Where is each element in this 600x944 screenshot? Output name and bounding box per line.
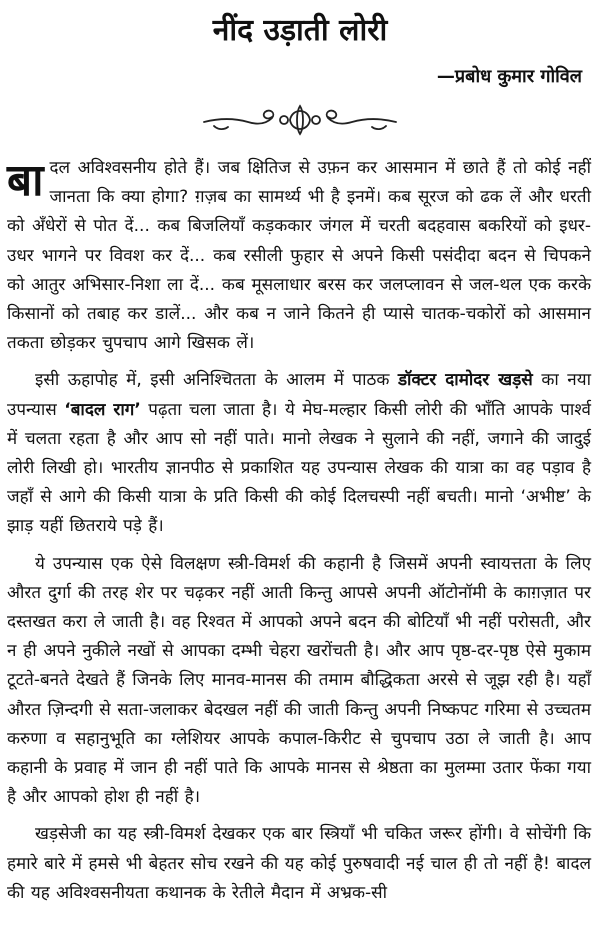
p2-text-e: पढ़ता चला जाता है। ये मेघ-मल्हार किसी लोरी की भाँति आपके पार्श्व में चलता रहता है और आप सो नहीं पाते। मानो लेखक ने सुलाने की नहीं, जगाने की जादुई लोरी लिखी हो। भारतीय ज्ञानपीठ से प्रकाशित यह उपन्यास लेखक की यात्रा का वह पड़ाव है जहाँ से आगे की किसी यात्रा के प्रति किसी की कोई दिलचस्पी नहीं बचती। मानो ‘अभीष्ट’ के झाड़ यहीं छितराये पड़े हैं। — [7, 399, 591, 537]
paragraph-2 — [7, 366, 591, 541]
drop-cap: बा — [7, 155, 44, 206]
p2-text-c: का नया उपन्यास — [7, 370, 592, 420]
paragraph-1-text: दल अविश्वसनीय होते हैं। जब क्षितिज से उफ़न कर आसमान में छाते हैं तो कोई नहीं जानता कि क्या होगा? ग़ज़ब का सामर्थ्य भी है इनमें। कब सूरज को ढक लें और धरती को अँधेरों से पोत दें... कब बिजलियाँ कड़ककार जंगल में चरती बदहवास बकरियों को इधर-उधर भागने पर विवश कर दें... कब रसीली फुहार से अपने किसी पसंदीदा बदन से चिपकने को आतुर अभिसार-निशा ला दें... कब मूसलाधार बरस कर जलप्लावन से जल-थल एक करके किसानों को तबाह कर डालें... और कब न जाने कितने ही प्यासे चातक-चकोरों को आसमान तकता छोड़कर चुपचाप आगे खिसक लें। — [7, 158, 591, 354]
p2-text-a: इसी ऊहापोह में, इसी अनिश्चितता के आलम में पाठक — [35, 370, 398, 391]
novel-title: ‘बादल राग’ — [64, 399, 141, 420]
flourish-icon — [200, 100, 400, 140]
paragraph-3: ये उपन्यास एक ऐसे विलक्षण स्त्री-विमर्श की कहानी है जिसमें अपनी स्वायत्तता के लिए औरत दुर्गा की तरह शेर पर चढ़कर नहीं आती किन्तु आपसे अपनी ऑटोनॉमी के काग़ज़ात पर दस्तखत करा ले जाती है। वह रिश्वत में आपको अपने बदन की बोटियाँ भी नहीं परोसती, और न ही अपने नुकीले नखों से आपका दम्भी चेहरा खरोंचती है। और आप पृष्ठ-दर-पृष्ठ ऐसे मुकाम टूटते-बनते देखते हैं जिनके लिए मानव-मानस की तमाम बौद्धिकता अरसे से जूझ रही है। यहाँ औरत ज़िन्दगी से सता-जलाकर बेदखल नहीं की जाती किन्तु अपनी निष्कपट गरिमा से उच्चतम करुणा व सहानुभूति का ग्लेशियर आपके कपाल-किरीट से चुपचाप उठा ले जाती है। आप कहानी के प्रवाह में जान ही नहीं पाते कि आपके मानस से श्रेष्ठता का मुलम्मा उतार फेंका गया है और आपको होश ही नहीं है। — [7, 553, 591, 808]
paragraph-1 — [7, 154, 591, 358]
paragraph-4: खड़सेजी का यह स्त्री-विमर्श देखकर एक बार स्त्रियाँ भी चकित जरूर होंगी। वे सोचेंगी कि हमारे बारे में हमसे भी बेहतर सोच रखने की यह कोई पुरुषवादी नई चाल ही तो नहीं है! बादल की यह अविश्वसनीयता कथानक के रेतीले मैदान में अभ्रक-सी — [7, 824, 591, 903]
author-name: —प्रबोध कुमार गोविल — [436, 66, 582, 87]
article-body — [7, 154, 591, 916]
author-reference: डॉक्टर दामोदर खड़से — [397, 370, 533, 391]
page-title: नींद उड़ाती लोरी — [212, 13, 388, 48]
